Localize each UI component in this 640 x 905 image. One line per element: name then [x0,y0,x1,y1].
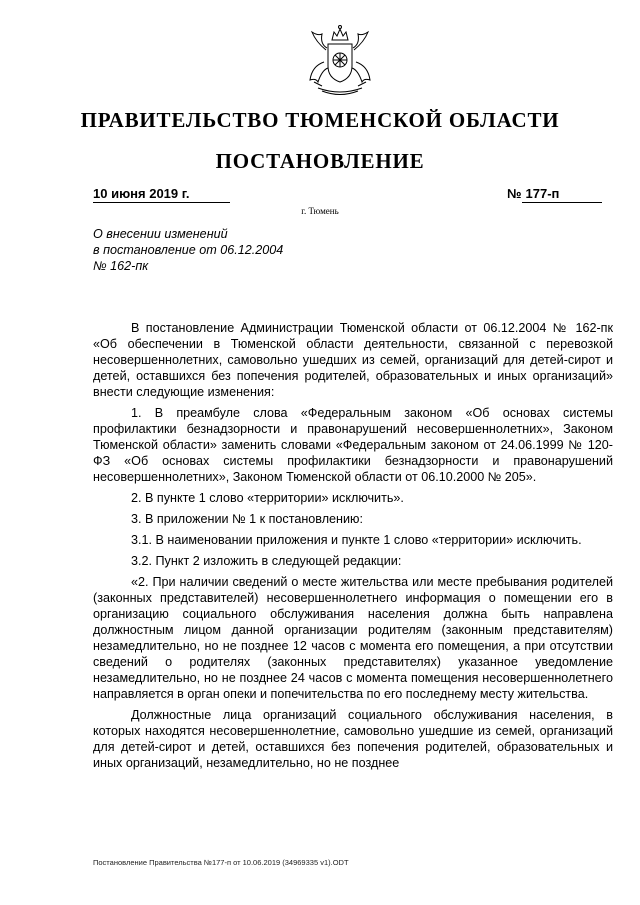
body-paragraph: 3. В приложении № 1 к постановлению: [131,512,363,526]
coat-of-arms-icon [300,22,380,98]
document-body [93,320,613,776]
document-number-block [507,186,602,203]
body-paragraph: «2. При наличии сведений о месте жительства или месте пребывания родителей (законных представителей) несовершеннолетнего информация о помещении его в организацию социального обслуживания населения должна быть направлена должностным лицом данной организации родителям (законным представителям) незамедлительно, но не позднее 12 часов с момента его помещения, а при отсутствии сведений о родителях (законных представителях) указанное уведомление незамедлительно, но не позднее 24 часов с момента помещения несовершеннолетнего направляется в орган опеки и попечительства по его последнему месту жительства. [93,575,613,701]
subject-line: в постановление от 06.12.2004 [93,243,284,257]
document-number: 177-п [522,186,602,203]
body-paragraph: 1. В преамбуле слова «Федеральным законом «Об основах системы профилактики безнадзорности и правонарушений несовершеннолетних», Законом Тюменской области» заменить словами «Федеральным законом от 24.06.1999 № 120-ФЗ «Об основах системы профилактики безнадзорности и правонарушений несовершеннолетних», Законом Тюменской области от 06.10.2000 № 205». [93,406,613,484]
city: г. Тюмень [301,206,339,216]
body-paragraph: В постановление Администрации Тюменской области от 06.12.2004 № 162-пк «Об обеспечении в Тюменской области деятельности, связанной с перевозкой несовершеннолетних, самовольно ушедших из семей, организаций для детей-сирот и детей, оставшихся без попечения родителей, образовательных и иных организаций» внести следующие изменения: [93,321,613,399]
body-paragraph: 3.2. Пункт 2 изложить в следующей редакции: [131,554,402,568]
document-type: ПОСТАНОВЛЕНИЕ [215,149,425,173]
subject-line: № 162-пк [93,259,149,273]
number-prefix: № [507,186,522,201]
document-subject [93,226,413,274]
document-date: 10 июня 2019 г. [93,186,230,203]
government-title: ПРАВИТЕЛЬСТВО ТЮМЕНСКОЙ ОБЛАСТИ [80,108,560,132]
body-paragraph: Должностные лица организаций социального обслуживания населения, в которых находятся несовершеннолетние, самовольно ушедшие из семей, организаций для детей-сирот и детей, оставшихся без попечения родителей, образовательных и иных организаций, незамедлительно, но не позднее [93,708,613,770]
subject-line: О внесении изменений [93,227,228,241]
body-paragraph: 3.1. В наименовании приложения и пункте 1 слово «территории» исключить. [131,533,582,547]
body-paragraph: 2. В пункте 1 слово «территории» исключить». [131,491,404,505]
document-footer: Постановление Правительства №177-п от 10.06.2019 (34969335 v1).ODT [93,858,349,867]
